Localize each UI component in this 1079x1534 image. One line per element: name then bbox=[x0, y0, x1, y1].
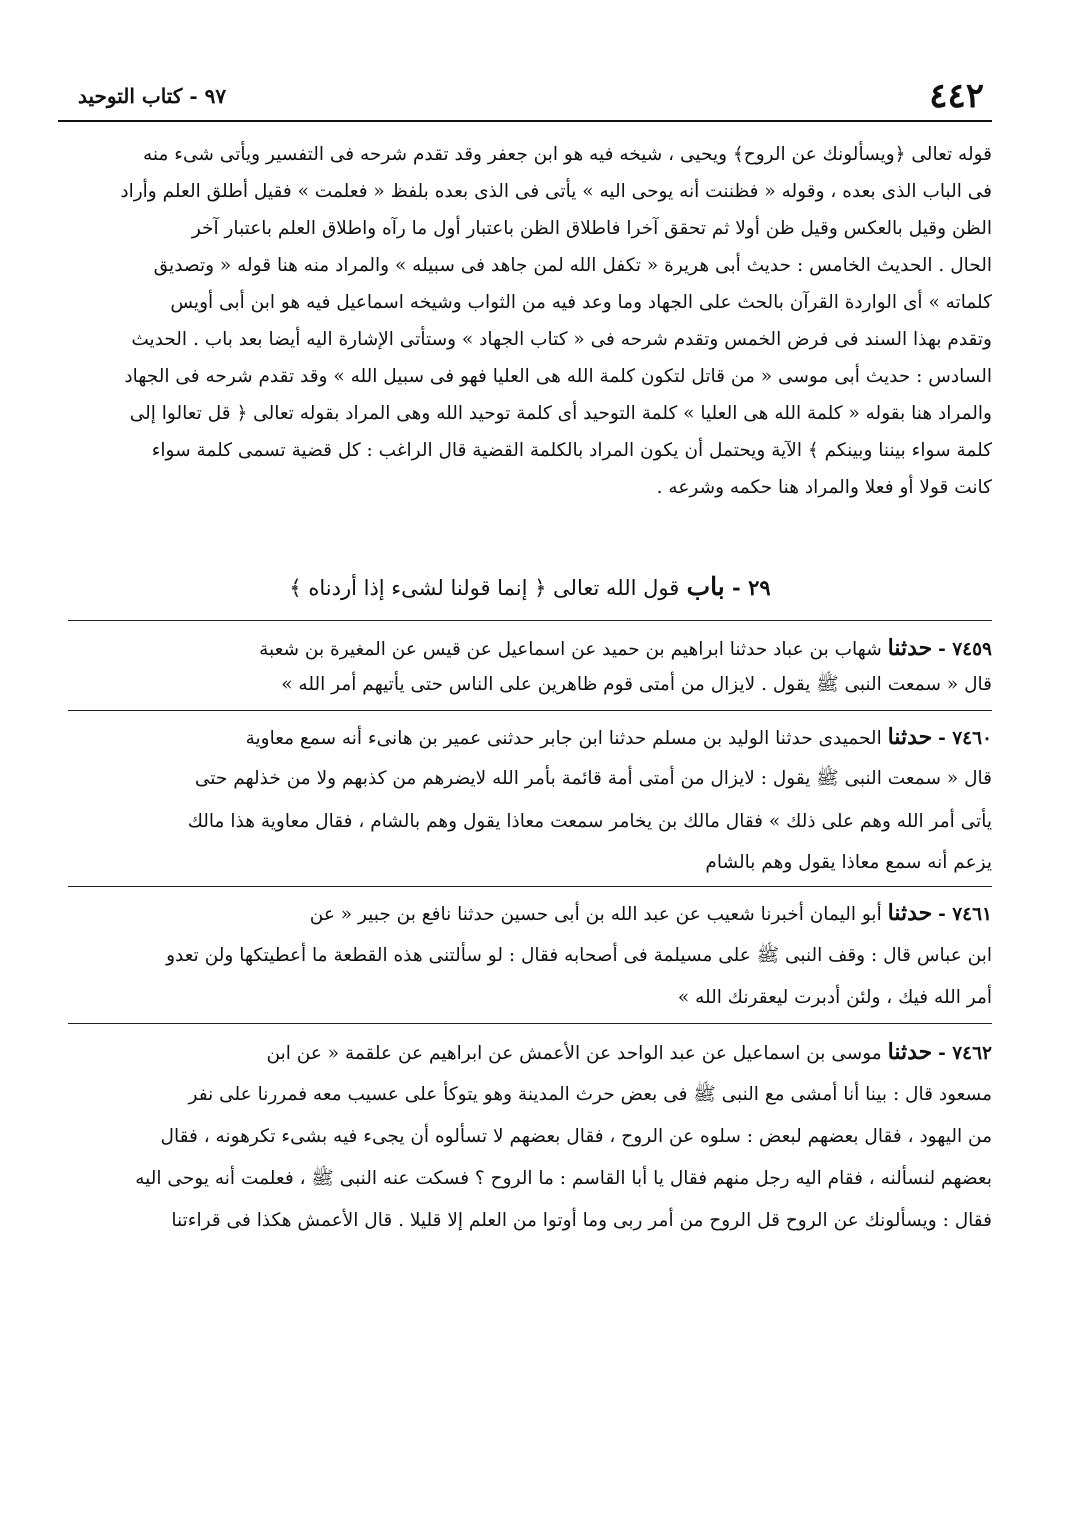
haddathana-label: حدثنا bbox=[887, 724, 933, 750]
commentary-line: السادس : حديث أبى موسى « من قاتل لتكون كلمة الله هى العليا فهو فى سبيل الله » وقد تقدم شرحه فى الجهاد bbox=[124, 366, 992, 387]
running-title: ٩٧ - كتاب التوحيد bbox=[78, 84, 227, 108]
hadith-line: يأتى أمر الله وهم على ذلك » فقال مالك بن يخامر سمعت معاذا يقول وهم بالشام ، فقال معاوية هذا مالك bbox=[187, 811, 992, 832]
hadith-line bbox=[68, 898, 992, 930]
hadith-text: شهاب بن عباد حدثنا ابراهيم بن حميد عن اسماعيل عن قيس عن المغيرة بن شعبة bbox=[259, 639, 882, 660]
hadith-line bbox=[68, 722, 992, 754]
haddathana-label: حدثنا bbox=[887, 635, 933, 661]
hadith-line: قال « سمعت النبى ﷺ يقول : لايزال من أمتى أمة قائمة بأمر الله لايضرهم من كذبهم ولا من خذلهم حتى bbox=[194, 768, 992, 789]
commentary-line: فى الباب الذى بعده ، وقوله « فظننت أنه يوحى اليه » يأتى فى الذى بعده بلفظ « فعلمت » فقيل أطلق العلم وأراد bbox=[120, 181, 992, 202]
section-divider bbox=[68, 620, 992, 621]
hadith-line: ابن عباس قال : وقف النبى ﷺ على مسيلمة فى أصحابه فقال : لو سألتنى هذه القطعة ما أعطيتكها ولن تعدو bbox=[166, 945, 992, 966]
hadith-line bbox=[68, 633, 992, 665]
hadith-number: ٧٤٦٢ - bbox=[938, 1043, 992, 1064]
hadith-text: أبو اليمان أخبرنا شعيب عن عبد الله بن أبى حسين حدثنا نافع بن جبير « عن bbox=[309, 904, 882, 925]
hadith-line: قال « سمعت النبى ﷺ يقول . لايزال من أمتى قوم ظاهرين على الناس حتى يأتيهم أمر الله » bbox=[281, 674, 992, 695]
chapter-label: باب bbox=[686, 572, 725, 601]
section-divider bbox=[68, 710, 992, 711]
section-divider bbox=[68, 886, 992, 887]
hadith-line: من اليهود ، فقال بعضهم لبعض : سلوه عن الروح ، فقال بعضهم لا تسألوه أن يجىء فيه بشىء تكرهونه ، فقال bbox=[160, 1126, 992, 1147]
hadith-text: الحميدى حدثنا الوليد بن مسلم حدثنا ابن جابر حدثنى عمير بن هانىء أنه سمع معاوية bbox=[245, 728, 882, 749]
commentary-line: الحال . الحديث الخامس : حديث أبى هريرة « تكفل الله لمن جاهد فى سبيله » والمراد منه هنا قوله « وتصديق bbox=[153, 255, 992, 276]
hadith-line: فقال : ويسألونك عن الروح قل الروح من أمر ربى وما أوتوا من العلم إلا قليلا . قال الأعمش هكذا فى قراءتنا bbox=[171, 1210, 992, 1231]
commentary-line: كلماته » أى الواردة القرآن بالحث على الجهاد وما وعد فيه من الثواب وشيخه اسماعيل فيه هو ابن أبى أويس bbox=[170, 292, 992, 313]
page-header bbox=[58, 72, 992, 122]
haddathana-label: حدثنا bbox=[887, 1039, 933, 1065]
commentary-line: كلمة سواء بيننا وبينكم ﴾ الآية ويحتمل أن يكون المراد بالكلمة القضية قال الراغب : كل قضية تسمى كلمة سواء bbox=[151, 440, 992, 461]
hadith-text: موسى بن اسماعيل عن عبد الواحد عن الأعمش عن ابراهيم عن علقمة « عن ابن bbox=[266, 1043, 882, 1064]
hadith-line: يزعم أنه سمع معاذا يقول وهم بالشام bbox=[705, 852, 992, 873]
commentary-line: كانت قولا أو فعلا والمراد هنا حكمه وشرعه . bbox=[656, 477, 992, 498]
commentary-line: الظن وقيل بالعكس وقيل ظن أولا ثم تحقق آخرا فاطلاق الظن باعتبار أول ما رآه واطلاق العلم باعتبار آخر bbox=[191, 218, 992, 239]
haddathana-label: حدثنا bbox=[887, 900, 933, 926]
commentary-line: والمراد هنا بقوله « كلمة الله هى العليا » كلمة التوحيد أى كلمة توحيد الله وهى المراد بقوله تعالى ﴿ قل تعالوا إلى bbox=[129, 403, 992, 424]
hadith-line bbox=[68, 1037, 992, 1069]
section-divider bbox=[68, 1023, 992, 1024]
hadith-number: ٧٤٦١ - bbox=[938, 904, 992, 925]
hadith-line: مسعود قال : بينا أنا أمشى مع النبى ﷺ فى بعض حرث المدينة وهو يتوكأ على عسيب معه فمررنا على نفر bbox=[188, 1084, 992, 1105]
commentary-line: قوله تعالى ﴿ويسألونك عن الروح﴾ ويحيى ، شيخه فيه هو ابن جعفر وقد تقدم شرحه فى التفسير ويأتى شىء منه bbox=[143, 144, 992, 165]
chapter-heading bbox=[68, 572, 992, 601]
hadith-line: أمر الله فيك ، ولئن أدبرت ليعقرنك الله » bbox=[677, 987, 992, 1008]
chapter-number: ٢٩ - bbox=[732, 575, 771, 600]
commentary-line: وتقدم بهذا السند فى فرض الخمس وتقدم شرحه فى « كتاب الجهاد » وستأتى الإشارة اليه أيضا بعد باب . الحديث bbox=[131, 329, 992, 350]
hadith-number: ٧٤٦٠ - bbox=[938, 728, 992, 749]
chapter-title: قول الله تعالى ﴿ إنما قولنا لشىء إذا أردناه ﴾ bbox=[289, 576, 680, 600]
hadith-line: بعضهم لنسألنه ، فقام اليه رجل منهم فقال يا أبا القاسم : ما الروح ؟ فسكت عنه النبى ﷺ ، فعلمت أنه يوحى اليه bbox=[135, 1168, 992, 1189]
hadith-number: ٧٤٥٩ - bbox=[938, 639, 992, 660]
page-number: ٤٤٢ bbox=[929, 76, 984, 116]
